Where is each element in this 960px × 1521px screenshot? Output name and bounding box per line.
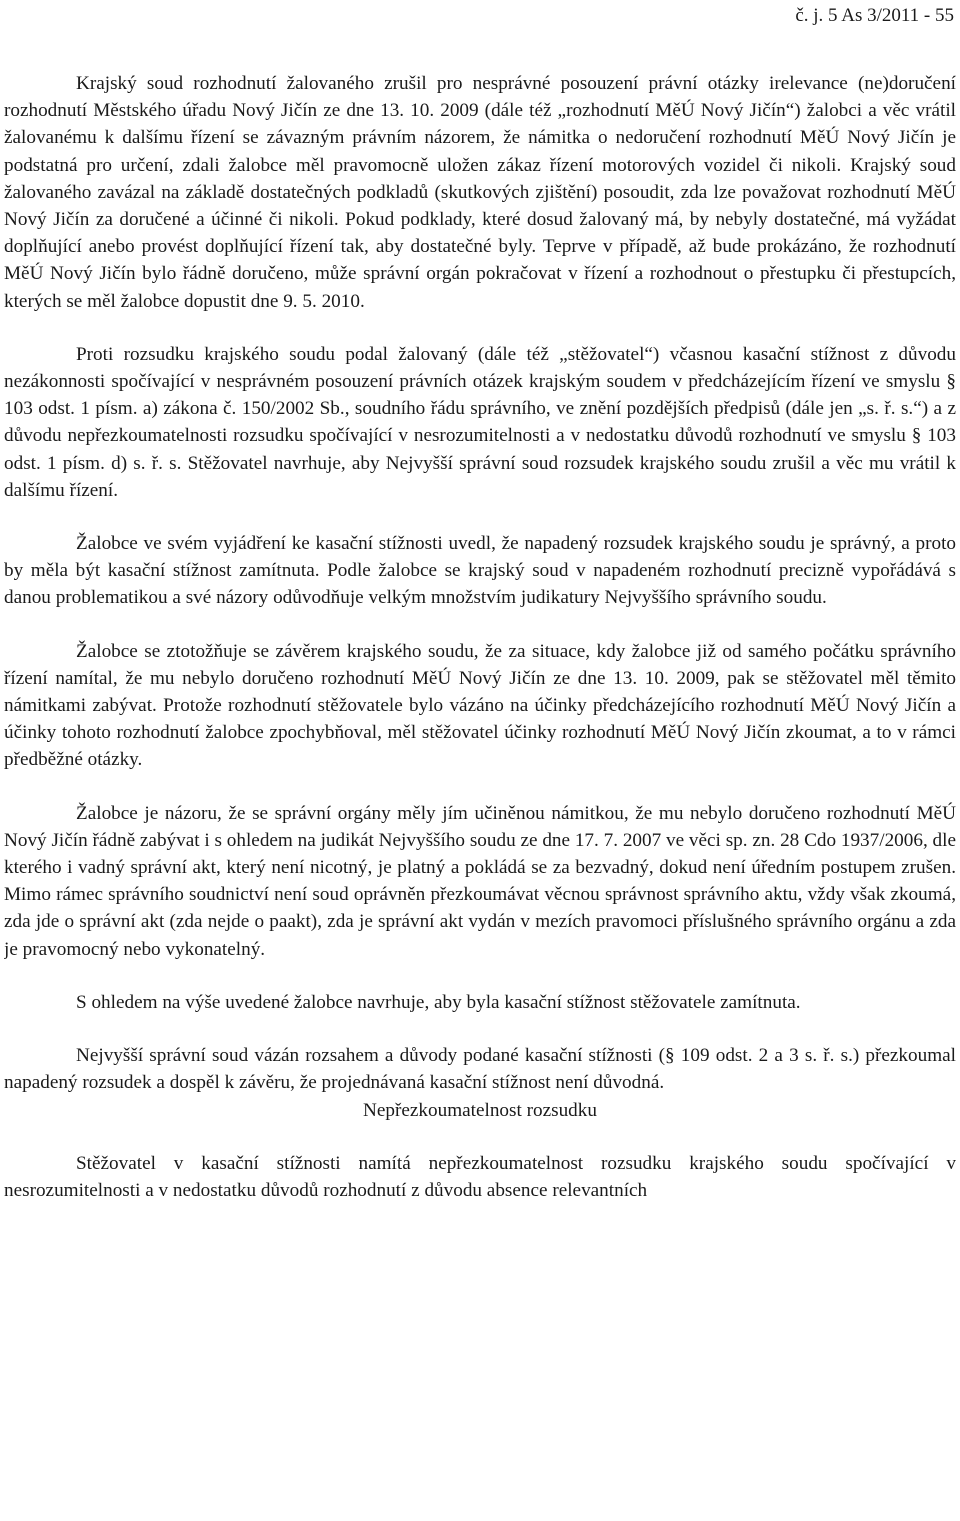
paragraph-plaintiff-opinion: Žalobce je názoru, že se správní orgány měly jím učiněnou námitkou, že mu nebylo doručeno rozhodnutí MěÚ Nový Jičín řádně zabývat i s ohledem na judikát Nejvyššího soudu ze dne 17. 7. 2007 ve věci sp. zn. 28 Cdo 1937/2006, dle kterého i vadný správní akt, který není nicotný, je platný a pokládá se za bezvadný, dokud není úředním postupem zrušen. Mimo rámec správního soudnictví není soud oprávněn přezkoumávat věcnou správnost správního aktu, vždy však zkoumá, zda jde o správní akt (zda nejde o paakt), zda je správní akt vydán v mezích pravomoci příslušného správního orgánu a zda je pravomocný nebo vykonatelný. bbox=[4, 802, 956, 960]
paragraph-cassation-complaint: Proti rozsudku krajského soudu podal žalovaný (dále též „stěžovatel“) včasnou kasační stížnost z důvodu nezákonnosti spočívající v nesprávném posouzení právních otázek krajským soudem v předcházejícím řízení ve smyslu § 103 odst. 1 písm. a) zákona č. 150/2002 Sb., soudního řádu správního, ve znění pozdějších předpisů (dále jen „s. ř. s.“) a z důvodu nepřezkoumatelnosti rozsudku spočívající v nesrozumitelnosti a v nedostatku důvodů rozhodnutí ve smyslu § 103 odst. 1 písm. d) s. ř. s. Stěžovatel navrhuje, aby Nejvyšší správní soud rozsudek krajského soudu zrušil a věc mu vrátil k dalšímu řízení. bbox=[4, 343, 956, 501]
paragraph-court-review: Nejvyšší správní soud vázán rozsahem a důvody podané kasační stížnosti (§ 109 odst. 2 a 3 s. ř. s.) přezkoumal napadený rozsudek a dospěl k závěru, že projednávaná kasační stížnost není důvodná. bbox=[4, 1045, 956, 1094]
paragraph-plaintiff-statement: Žalobce ve svém vyjádření ke kasační stížnosti uvedl, že napadený rozsudek krajského soudu je správný, a proto by měla být kasační stížnost zamítnuta. Podle žalobce se krajský soud v napadeném rozhodnutí precizně vypořádává s danou problematikou a své názory odůvodňuje velkým množstvím judikatury Nejvyššího správního soudu. bbox=[4, 533, 956, 609]
paragraph-plaintiff-proposal: S ohledem na výše uvedené žalobce navrhuje, aby byla kasační stížnost stěžovatele zamítnuta. bbox=[76, 991, 801, 1013]
section-heading: Nepřezkoumatelnost rozsudku bbox=[363, 1099, 597, 1121]
document-page bbox=[4, 0, 956, 1521]
paragraph-plaintiff-agrees: Žalobce se ztotožňuje se závěrem krajského soudu, že za situace, kdy žalobce již od samého počátku správního řízení namítal, že mu nebylo doručeno rozhodnutí MěÚ Nový Jičín ze dne 13. 10. 2009, pak se stěžovatel měl těmito námitkami zabývat. Protože rozhodnutí stěžovatele bylo vázáno na účinky předcházejícího rozhodnutí MěÚ Nový Jičín a účinky tohoto rozhodnutí žalobce zpochybňoval, měl stěžovatel účinky rozhodnutí MěÚ Nový Jičín zkoumat, a to v rámci předběžné otázky. bbox=[4, 640, 956, 771]
paragraph-closing: Stěžovatel v kasační stížnosti namítá nepřezkoumatelnost rozsudku krajského soudu spočívající v nesrozumitelnosti a v nedostatku důvodů rozhodnutí z důvodu absence relevantních bbox=[4, 1152, 956, 1201]
case-reference: č. j. 5 As 3/2011 - 55 bbox=[795, 5, 954, 26]
paragraph-regional-court-decision: Krajský soud rozhodnutí žalovaného zrušil pro nesprávné posouzení právní otázky irelevance (ne)doručení rozhodnutí Městského úřadu Nový Jičín ze dne 13. 10. 2009 (dále též „rozhodnutí MěÚ Nový Jičín“) žalobci a věc vrátil žalovanému k dalšímu řízení se závazným právním názorem, že námitka o nedoručení rozhodnutí MěÚ Nový Jičín je podstatná pro určení, zdali žalobce měl pravomocně uložen zákaz řízení motorových vozidel či nikoli. Krajský soud žalovaného zavázal na základě dostatečných podkladů (skutkových zjištění) posoudit, zda lze považovat rozhodnutí MěÚ Nový Jičín za doručené a účinné či nikoli. Pokud podklady, které dosud žalovaný má, by nebyly dostatečné, má vyžádat doplňující anebo provést doplňující řízení tak, aby dostatečné byly. Teprve v případě, až bude prokázáno, že rozhodnutí MěÚ Nový Jičín bylo řádně doručeno, může správní orgán pokračovat v řízení a rozhodnout o přestupku či přestupcích, kterých se měl žalobce dopustit dne 9. 5. 2010. bbox=[4, 73, 956, 312]
